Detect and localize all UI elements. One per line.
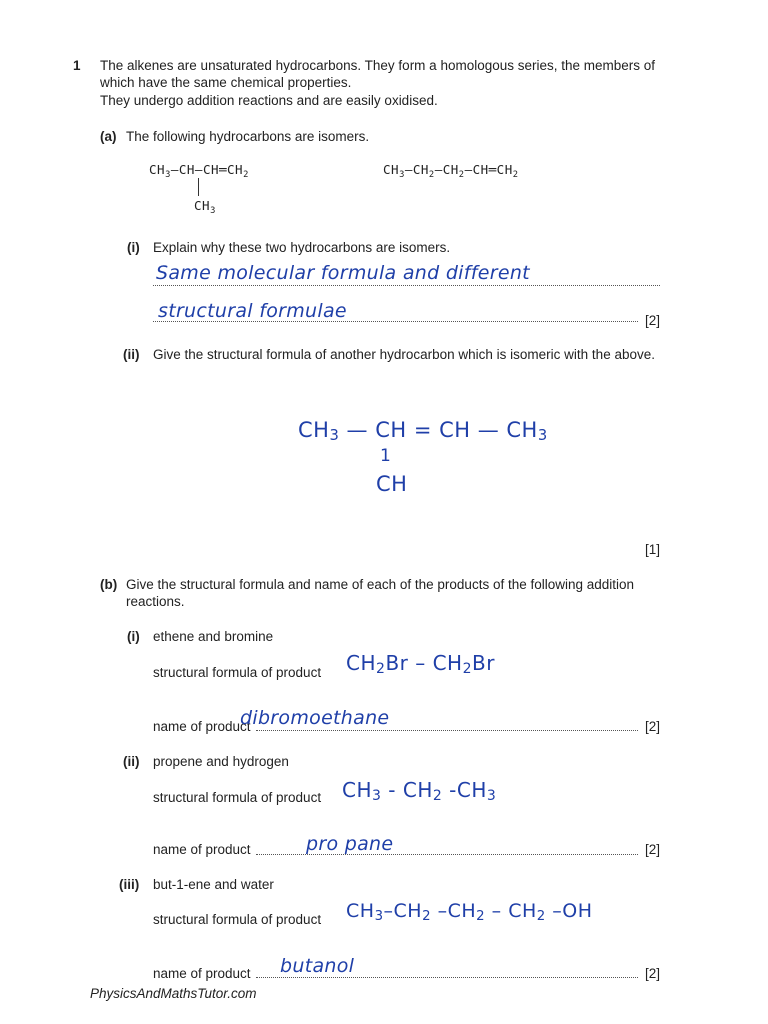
intro-line-3: They undergo addition reactions and are easily oxidised. [100,93,438,108]
isomer-1-branch-bond [198,178,199,196]
part-b-iii-name-answer: butanol [280,955,355,977]
part-b-ii-reactants: propene and hydrogen [153,754,289,769]
question-number: 1 [73,58,81,73]
part-b-ii-mark: [2] [645,842,661,857]
part-b-label: (b) [100,577,118,592]
part-a-i-text: Explain why these two hydrocarbons are isomers. [153,240,451,255]
answer-line [153,321,638,322]
part-b-text-line-2: reactions. [126,594,185,609]
answer-line [256,730,638,731]
part-b-iii-reactants: but-1-ene and water [153,877,274,892]
intro-line-1: The alkenes are unsaturated hydrocarbons. They form a homologous series, the members of [100,58,656,73]
part-b-i-reactants: ethene and bromine [153,629,274,644]
part-b-iii-label: (iii) [119,877,140,892]
part-a-i-answer-line-2: structural formulae [158,300,347,322]
part-b-ii-name-answer: pro pane [306,833,394,855]
part-b-iii-mark: [2] [645,966,661,981]
part-a-i-mark: [2] [645,313,661,328]
part-b-iii-formula-answer: $CH_3-CH_2$ $-CH_2 - CH_2$ –OH [346,900,593,924]
part-b-i-mark: [2] [645,719,661,734]
part-a-ii-label: (ii) [123,347,140,362]
part-a-ii-answer-main: $CH_3$ — CH = CH — $CH_3$ [298,418,548,444]
part-b-iii-formula-label: structural formula of product [153,912,322,927]
part-a-text: The following hydrocarbons are isomers. [126,129,370,144]
answer-line [153,285,660,286]
part-b-ii-formula-label: structural formula of product [153,790,322,805]
isomer-2-formula: $CH_3—CH_2—CH_2—CH═CH_2$ [383,162,519,180]
isomer-1-formula: $CH_3—CH—CH═CH_2$ [149,162,249,180]
isomer-1-branch: $CH_3$ [194,198,216,216]
part-a-ii-answer-branch: CH [376,472,408,496]
answer-line [256,977,638,978]
part-b-i-label: (i) [127,629,140,644]
part-a-ii-answer-bond: 1 [380,446,392,466]
part-a-label: (a) [100,129,117,144]
part-b-text-line-1: Give the structural formula and name of each of the products of the following addition [126,577,635,592]
part-a-ii-mark: [1] [645,542,661,557]
part-b-i-name-answer: dibromoethane [240,707,390,729]
intro-line-2: which have the same chemical properties. [100,75,352,90]
answer-line [256,854,638,855]
part-b-ii-label: (ii) [123,754,140,769]
part-b-i-formula-answer: $CH_2Br - CH_2Br$ [346,651,495,677]
part-a-i-label: (i) [127,240,140,255]
part-b-i-formula-label: structural formula of product [153,665,322,680]
part-a-ii-text: Give the structural formula of another hydrocarbon which is isomeric with the above. [153,347,655,362]
part-b-i-name-label: name of product [153,719,251,734]
part-b-iii-name-label: name of product [153,966,251,981]
part-b-ii-formula-answer: $CH_3 - CH_2$ $-CH_3$ [342,778,497,804]
part-b-ii-name-label: name of product [153,842,251,857]
footer-site: PhysicsAndMathsTutor.com [90,986,257,1001]
part-a-i-answer-line-1: Same molecular formula and different [156,262,530,284]
